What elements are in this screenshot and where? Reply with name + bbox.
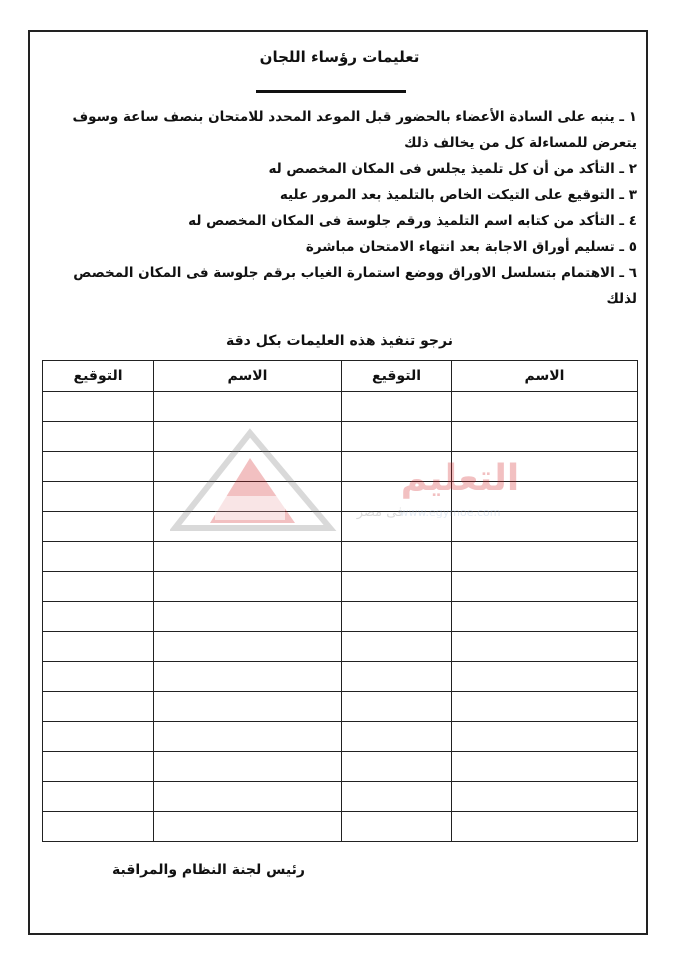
signature-cell[interactable]: [43, 452, 154, 482]
name-cell[interactable]: [154, 602, 342, 632]
page-title: تعليمات رؤساء اللجان: [259, 48, 420, 66]
table-row: [43, 662, 638, 692]
table-row: [43, 422, 638, 452]
name-cell[interactable]: [154, 752, 342, 782]
signature-cell[interactable]: [43, 392, 154, 422]
name-cell[interactable]: [452, 452, 638, 482]
signature-cell[interactable]: [342, 752, 452, 782]
table-row: [43, 752, 638, 782]
signature-cell[interactable]: [43, 572, 154, 602]
table-row: [43, 482, 638, 512]
column-header-name: الاسم: [154, 361, 342, 392]
instruction-item: ٣ ـ التوقيع على التيكت الخاص بالتلميذ بعد المرور عليه: [279, 187, 637, 203]
signature-cell[interactable]: [43, 632, 154, 662]
signature-cell[interactable]: [43, 542, 154, 572]
signature-cell[interactable]: [342, 602, 452, 632]
name-cell[interactable]: [452, 722, 638, 752]
instruction-item: ٦ ـ الاهتمام بتسلسل الاوراق ووضع استمارة الغياب برقم جلوسة فى المكان المخصص لذلك: [73, 265, 637, 307]
table-row: [43, 692, 638, 722]
table-row: [43, 542, 638, 572]
signature-cell[interactable]: [43, 752, 154, 782]
name-cell[interactable]: [154, 782, 342, 812]
name-cell[interactable]: [452, 512, 638, 542]
signature-cell[interactable]: [342, 422, 452, 452]
name-cell[interactable]: [154, 512, 342, 542]
table-row: [43, 602, 638, 632]
signature-cell[interactable]: [342, 572, 452, 602]
table-row: [43, 812, 638, 842]
table-row: [43, 782, 638, 812]
signature-cell[interactable]: [43, 602, 154, 632]
signature-cell[interactable]: [342, 662, 452, 692]
name-cell[interactable]: [452, 632, 638, 662]
table-header-row: [43, 361, 638, 392]
watermark-sub-text: فى مصر: [356, 505, 404, 520]
column-header-name: الاسم: [452, 361, 638, 392]
watermark-logo-text: التعليم: [400, 458, 520, 499]
signature-cell[interactable]: [342, 512, 452, 542]
instruction-item: ١ ـ ينبه على السادة الأعضاء بالحضور قبل الموعد المحدد للامتحان بنصف ساعة وسوف يتعرض للمساءلة كل من يخالف ذلك: [72, 109, 637, 151]
signature-cell[interactable]: [43, 722, 154, 752]
signature-cell[interactable]: [342, 812, 452, 842]
name-cell[interactable]: [452, 752, 638, 782]
name-cell[interactable]: [452, 602, 638, 632]
signature-cell[interactable]: [342, 632, 452, 662]
signature-label: رئيس لجنة النظام والمراقبة: [112, 862, 305, 878]
watermark-url: www.egymoe.com: [399, 506, 501, 519]
signature-cell[interactable]: [342, 782, 452, 812]
title-underline: [256, 90, 406, 93]
name-cell[interactable]: [452, 422, 638, 452]
name-cell[interactable]: [154, 572, 342, 602]
signature-cell[interactable]: [43, 692, 154, 722]
name-cell[interactable]: [452, 662, 638, 692]
instructions-list: [47, 104, 637, 312]
name-cell[interactable]: [452, 782, 638, 812]
signature-table: [42, 360, 638, 842]
instruction-item: ٥ ـ تسليم أوراق الاجابة بعد انتهاء الامتحان مباشرة: [305, 239, 637, 255]
signature-cell[interactable]: [43, 812, 154, 842]
table-row: [43, 512, 638, 542]
name-cell[interactable]: [154, 452, 342, 482]
table-row: [43, 572, 638, 602]
name-cell[interactable]: [154, 812, 342, 842]
signature-cell[interactable]: [342, 482, 452, 512]
signature-cell[interactable]: [342, 452, 452, 482]
name-cell[interactable]: [452, 572, 638, 602]
name-cell[interactable]: [154, 482, 342, 512]
name-cell[interactable]: [154, 632, 342, 662]
name-cell[interactable]: [452, 692, 638, 722]
signature-cell[interactable]: [43, 662, 154, 692]
closing-note: نرجو تنفيذ هذه العليمات بكل دقة: [226, 333, 453, 349]
name-cell[interactable]: [452, 392, 638, 422]
name-cell[interactable]: [154, 422, 342, 452]
name-cell[interactable]: [452, 542, 638, 572]
instruction-item: ٢ ـ التأكد من أن كل تلميذ يجلس فى المكان المخصص له: [268, 161, 637, 177]
column-header-signature: التوقيع: [342, 361, 452, 392]
name-cell[interactable]: [154, 662, 342, 692]
name-cell[interactable]: [154, 392, 342, 422]
table-row: [43, 722, 638, 752]
name-cell[interactable]: [452, 812, 638, 842]
signature-cell[interactable]: [43, 482, 154, 512]
table-row: [43, 632, 638, 662]
signature-cell[interactable]: [43, 512, 154, 542]
table-row: [43, 452, 638, 482]
name-cell[interactable]: [154, 722, 342, 752]
column-header-signature: التوقيع: [43, 361, 154, 392]
name-cell[interactable]: [154, 692, 342, 722]
signature-cell[interactable]: [342, 722, 452, 752]
instruction-item: ٤ ـ التأكد من كتابه اسم التلميذ ورقم جلوسة فى المكان المخصص له: [188, 213, 637, 229]
signature-cell[interactable]: [342, 392, 452, 422]
table-row: [43, 392, 638, 422]
name-cell[interactable]: [452, 482, 638, 512]
signature-cell[interactable]: [342, 692, 452, 722]
name-cell[interactable]: [154, 542, 342, 572]
signature-cell[interactable]: [342, 542, 452, 572]
table-body: [43, 392, 638, 842]
signature-cell[interactable]: [43, 782, 154, 812]
signature-cell[interactable]: [43, 422, 154, 452]
